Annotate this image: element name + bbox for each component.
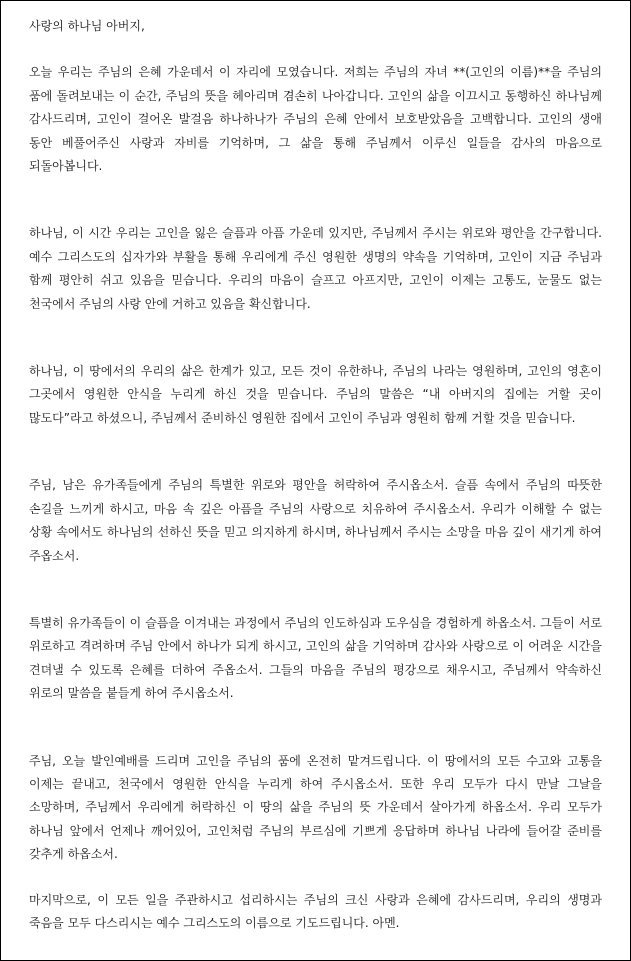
greeting: 사랑의 하나님 아버지,: [29, 19, 145, 33]
paragraph-3: 하나님, 이 땅에서의 우리의 삶은 한계가 있고, 모든 것이 유한하나, 주님의 나라는 영원하며, 고인의 영혼이 그곳에서 영원한 안식을 누리게 하신 것을 믿습니다. 주님의 말씀은 “내 아버지의 집에는 거할 곳이 많도다”라고 하셨으니, 주님께서 준비하신 영원한 집에서 고인이 주님과 영원히 함께 거할 것을 믿습니다.: [29, 364, 602, 425]
paragraph-5: 특별히 유가족들이 이 슬픔을 이겨내는 과정에서 주님의 인도하심과 도우심을 경험하게 하옵소서. 그들이 서로 위로하고 격려하며 주님 안에서 하나가 되게 하시고, 고인의 삶을 기억하며 감사와 사랑으로 이 어려운 시간을 견뎌낼 수 있도록 은혜를 더하여 주옵소서. 그들의 마음을 주님의 평강으로 채우시고, 주님께서 약속하신 위로의 말씀을 붙들게 하여 주시옵소서.: [29, 615, 602, 701]
paragraph-1: 오늘 우리는 주님의 은혜 가운데서 이 자리에 모였습니다. 저희는 주님의 자녀 **(고인의 이름)**을 주님의 품에 돌려보내는 이 순간, 주님의 뜻을 헤아리며 겸손히 나아갑니다. 고인의 삶을 이끄시고 동행하신 하나님께 감사드리며, 고인이 걸어온 발걸음 하나하나가 주님의 은혜 안에서 보호받았음을 고백합니다. 고인의 생애 동안 베풀어주신 사랑과 자비를 기억하며, 그 삶을 통해 주님께서 이루신 일들을 감사의 마음으로 되돌아봅니다.: [29, 65, 602, 174]
paragraph-7: 마지막으로, 이 모든 일을 주관하시고 섭리하시는 주님의 크신 사랑과 은혜에 감사드리며, 우리의 생명과 죽음을 모두 다스리시는 예수 그리스도의 이름으로 기도드립니다. 아멘.: [29, 892, 602, 930]
paragraph-2: 하나님, 이 시간 우리는 고인을 잃은 슬픔과 아픔 가운데 있지만, 주님께서 주시는 위로와 평안을 간구합니다. 예수 그리스도의 십자가와 부활을 통해 우리에게 주신 영원한 생명의 약속을 기억하며, 고인이 지금 주님과 함께 평안히 쉬고 있음을 믿습니다. 우리의 마음이 슬프고 아프지만, 고인이 이제는 고통도, 눈물도 없는 천국에서 주님의 사랑 안에 거하고 있음을 확신합니다.: [29, 226, 602, 311]
prayer-text: [29, 15, 602, 935]
paragraph-6: 주님, 오늘 발인예배를 드리며 고인을 주님의 품에 온전히 맡겨드립니다. 이 땅에서의 모든 수고와 고통을 이제는 끝내고, 천국에서 영원한 안식을 누리게 하여 주시옵소서. 또한 우리 모두가 다시 만날 그날을 소망하며, 주님께서 우리에게 허락하신 이 땅의 삶을 주님의 뜻 가운데서 살아가게 하옵소서. 우리 모두가 하나님 앞에서 언제나 깨어있어, 고인처럼 주님의 부르심에 기쁘게 응답하며 하나님 나라에 들어갈 준비를 갖추게 하옵소서.: [29, 753, 602, 862]
paragraph-4: 주님, 남은 유가족들에게 주님의 특별한 위로와 평안을 허락하여 주시옵소서. 슬픔 속에서 주님의 따뜻한 손길을 느끼게 하시고, 마음 속 깊은 아픔을 주님의 사랑으로 치유하여 주시옵소서. 우리가 이해할 수 없는 상황 속에서도 하나님의 선하신 뜻을 믿고 의지하게 하시며, 하나님께서 주시는 소망을 마음 깊이 새기게 하여 주옵소서.: [29, 478, 602, 563]
